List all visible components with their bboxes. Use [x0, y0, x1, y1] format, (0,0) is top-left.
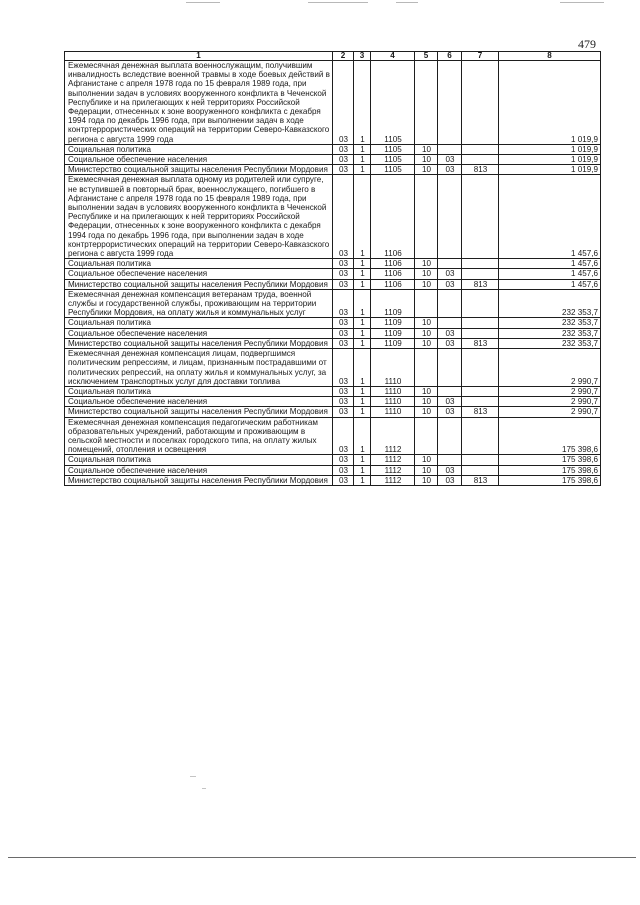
table-row: [65, 318, 601, 328]
row-code-3: 1: [354, 455, 371, 465]
table-row: [65, 386, 601, 396]
row-code-6: 03: [438, 165, 462, 175]
row-description: Ежемесячная денежная выплата военнослужащим, получившим инвалидность вследствие военной травмы в ходе боевых действий в Афганистане с апреля 1978 года по 15 февраля 1989 года, при выполнении задач в условиях вооруженного конфликта в Чеченской Республике и на прилегающих к ней территориях Российской Федерации, отнесенных к зоне вооруженного конфликта с декабря 1994 года по декабрь 1996 года, при выполнении задач в ходе контртеррористических операций на территории Северо-Кавказского региона с августа 1999 года: [65, 61, 333, 145]
row-code-7: [462, 259, 499, 269]
row-code-4: 1112: [371, 417, 415, 455]
row-amount: 232 353,7: [499, 338, 601, 348]
table-row: [65, 289, 601, 318]
row-code-2: 03: [333, 318, 354, 328]
row-code-4: 1105: [371, 165, 415, 175]
row-code-4: 1109: [371, 328, 415, 338]
row-code-6: [438, 349, 462, 387]
row-amount: 1 019,9: [499, 165, 601, 175]
scan-artifact: [396, 2, 418, 3]
row-code-5: 10: [415, 475, 438, 485]
row-amount: 232 353,7: [499, 289, 601, 318]
row-code-4: 1105: [371, 61, 415, 145]
row-code-5: 10: [415, 407, 438, 417]
row-amount: 2 990,7: [499, 386, 601, 396]
row-code-6: [438, 144, 462, 154]
row-amount: 1 457,6: [499, 279, 601, 289]
row-code-2: 03: [333, 61, 354, 145]
row-code-3: 1: [354, 318, 371, 328]
row-description: Министерство социальной защиты населения Республики Мордовия: [65, 338, 333, 348]
row-description: Социальное обеспечение населения: [65, 465, 333, 475]
row-code-6: 03: [438, 475, 462, 485]
row-code-4: 1110: [371, 407, 415, 417]
row-code-4: 1110: [371, 386, 415, 396]
row-description: Ежемесячная денежная выплата одному из родителей или супруге, не вступившей в повторный брак, военнослужащего, погибшего в Афганистане с апреля 1978 года по 15 февраля 1989 года, при выполнении задач в условиях вооруженного конфликта в Чеченской Республике и на прилегающих к ней территориях Российской Федерации, отнесенных к зоне вооруженного конфликта с декабря 1994 года по декабрь 1996 года, при выполнении задач в ходе контртеррористических операций на территории Северо-Кавказского региона с августа 1999 года: [65, 175, 333, 259]
row-code-2: 03: [333, 289, 354, 318]
row-code-5: 10: [415, 455, 438, 465]
row-amount: 232 353,7: [499, 318, 601, 328]
row-code-3: 1: [354, 269, 371, 279]
row-code-5: 10: [415, 269, 438, 279]
row-description: Социальное обеспечение населения: [65, 328, 333, 338]
row-code-6: [438, 318, 462, 328]
row-code-2: 03: [333, 269, 354, 279]
row-code-7: [462, 318, 499, 328]
page-bottom-rule: [8, 857, 636, 858]
row-code-6: 03: [438, 269, 462, 279]
table-row: [65, 397, 601, 407]
table-row: [65, 328, 601, 338]
row-code-5: 10: [415, 328, 438, 338]
row-code-6: [438, 455, 462, 465]
row-code-4: 1106: [371, 175, 415, 259]
row-description: Ежемесячная денежная компенсация педагогическим работникам образовательных учреждений, работающим и проживающим в сельской местности и поселках городского типа, на оплату жилых помещений, отопления и освещения: [65, 417, 333, 455]
row-code-7: [462, 144, 499, 154]
row-code-7: [462, 417, 499, 455]
row-code-5: 10: [415, 165, 438, 175]
row-code-6: 03: [438, 155, 462, 165]
row-description: Министерство социальной защиты населения Республики Мордовия: [65, 407, 333, 417]
row-code-5: 10: [415, 259, 438, 269]
row-code-7: 813: [462, 338, 499, 348]
row-code-5: 10: [415, 279, 438, 289]
scan-artifact: [560, 2, 604, 3]
row-amount: 2 990,7: [499, 407, 601, 417]
column-header: 4: [371, 52, 415, 61]
row-code-7: 813: [462, 165, 499, 175]
scan-artifact: [190, 776, 196, 777]
row-code-7: 813: [462, 279, 499, 289]
row-amount: 175 398,6: [499, 417, 601, 455]
row-code-5: 10: [415, 318, 438, 328]
row-amount: 1 019,9: [499, 155, 601, 165]
row-code-2: 03: [333, 259, 354, 269]
row-code-7: [462, 155, 499, 165]
table-row: [65, 455, 601, 465]
row-code-2: 03: [333, 279, 354, 289]
table-row: [65, 465, 601, 475]
row-code-5: 10: [415, 144, 438, 154]
row-code-2: 03: [333, 328, 354, 338]
row-code-6: 03: [438, 407, 462, 417]
row-code-3: 1: [354, 328, 371, 338]
row-code-4: 1105: [371, 144, 415, 154]
row-code-3: 1: [354, 155, 371, 165]
row-description: Ежемесячная денежная компенсация лицам, подвергшимся политическим репрессиям, и лицам, признанным пострадавшими от политических репрессий, на оплату жилья и коммунальных услуг, за исключением транспортных услуг для доставки топлива: [65, 349, 333, 387]
table-row: [65, 61, 601, 145]
row-code-2: 03: [333, 465, 354, 475]
row-code-6: [438, 61, 462, 145]
row-code-3: 1: [354, 61, 371, 145]
row-code-4: 1110: [371, 349, 415, 387]
row-amount: 1 019,9: [499, 144, 601, 154]
row-code-5: [415, 349, 438, 387]
row-code-6: 03: [438, 397, 462, 407]
row-code-3: 1: [354, 397, 371, 407]
row-code-5: 10: [415, 397, 438, 407]
row-code-6: [438, 289, 462, 318]
row-description: Социальная политика: [65, 318, 333, 328]
row-code-7: [462, 289, 499, 318]
column-header: 8: [499, 52, 601, 61]
row-code-7: [462, 397, 499, 407]
row-code-6: [438, 386, 462, 396]
row-code-7: [462, 269, 499, 279]
column-header: 6: [438, 52, 462, 61]
column-header: 7: [462, 52, 499, 61]
table-row: [65, 144, 601, 154]
row-code-4: 1106: [371, 279, 415, 289]
table-row: [65, 269, 601, 279]
row-description: Министерство социальной защиты населения Республики Мордовия: [65, 165, 333, 175]
row-amount: 232 353,7: [499, 328, 601, 338]
row-code-3: 1: [354, 165, 371, 175]
row-code-3: 1: [354, 279, 371, 289]
row-code-5: [415, 289, 438, 318]
table-row: [65, 475, 601, 485]
row-code-4: 1110: [371, 397, 415, 407]
row-code-7: [462, 386, 499, 396]
row-code-4: 1105: [371, 155, 415, 165]
row-code-7: [462, 328, 499, 338]
row-code-2: 03: [333, 386, 354, 396]
budget-table: [64, 51, 601, 486]
row-code-2: 03: [333, 175, 354, 259]
row-amount: 1 457,6: [499, 175, 601, 259]
row-code-7: 813: [462, 475, 499, 485]
row-amount: 2 990,7: [499, 397, 601, 407]
row-description: Социальная политика: [65, 144, 333, 154]
row-description: Социальная политика: [65, 455, 333, 465]
row-code-7: 813: [462, 407, 499, 417]
row-amount: 175 398,6: [499, 455, 601, 465]
row-code-7: [462, 455, 499, 465]
row-amount: 175 398,6: [499, 475, 601, 485]
row-code-3: 1: [354, 417, 371, 455]
column-header: 2: [333, 52, 354, 61]
row-code-4: 1109: [371, 318, 415, 328]
table-row: [65, 175, 601, 259]
row-code-2: 03: [333, 338, 354, 348]
row-code-7: [462, 349, 499, 387]
row-code-2: 03: [333, 455, 354, 465]
row-code-2: 03: [333, 165, 354, 175]
row-code-5: 10: [415, 386, 438, 396]
scan-artifact: [308, 2, 368, 3]
table-header-row: [65, 52, 601, 61]
row-code-2: 03: [333, 155, 354, 165]
row-description: Министерство социальной защиты населения Республики Мордовия: [65, 279, 333, 289]
table-row: [65, 349, 601, 387]
row-code-2: 03: [333, 349, 354, 387]
row-code-2: 03: [333, 144, 354, 154]
table-row: [65, 155, 601, 165]
row-code-7: [462, 465, 499, 475]
table-row: [65, 407, 601, 417]
row-code-5: 10: [415, 465, 438, 475]
row-code-3: 1: [354, 289, 371, 318]
row-description: Министерство социальной защиты населения Республики Мордовия: [65, 475, 333, 485]
row-amount: 1 019,9: [499, 61, 601, 145]
row-code-4: 1109: [371, 338, 415, 348]
column-header: 5: [415, 52, 438, 61]
row-code-6: 03: [438, 328, 462, 338]
column-header: 3: [354, 52, 371, 61]
row-code-3: 1: [354, 386, 371, 396]
row-code-6: [438, 175, 462, 259]
row-code-7: [462, 175, 499, 259]
row-code-5: [415, 175, 438, 259]
row-code-2: 03: [333, 417, 354, 455]
row-code-4: 1112: [371, 475, 415, 485]
row-description: Социальная политика: [65, 386, 333, 396]
table-row: [65, 338, 601, 348]
row-code-6: [438, 417, 462, 455]
scan-artifact: [186, 2, 220, 3]
row-description: Социальное обеспечение населения: [65, 269, 333, 279]
row-code-3: 1: [354, 338, 371, 348]
row-amount: 175 398,6: [499, 465, 601, 475]
row-code-3: 1: [354, 349, 371, 387]
row-code-4: 1112: [371, 465, 415, 475]
row-description: Социальное обеспечение населения: [65, 155, 333, 165]
row-code-3: 1: [354, 144, 371, 154]
row-code-2: 03: [333, 397, 354, 407]
row-amount: 1 457,6: [499, 259, 601, 269]
row-code-5: 10: [415, 338, 438, 348]
row-code-2: 03: [333, 407, 354, 417]
row-code-5: [415, 61, 438, 145]
table-row: [65, 259, 601, 269]
row-code-5: [415, 417, 438, 455]
row-description: Социальная политика: [65, 259, 333, 269]
row-code-3: 1: [354, 175, 371, 259]
column-header: 1: [65, 52, 333, 61]
row-code-3: 1: [354, 259, 371, 269]
table-body: [65, 61, 601, 486]
row-code-2: 03: [333, 475, 354, 485]
table-row: [65, 279, 601, 289]
table-row: [65, 165, 601, 175]
row-code-6: [438, 259, 462, 269]
row-code-4: 1112: [371, 455, 415, 465]
table-row: [65, 417, 601, 455]
row-amount: 2 990,7: [499, 349, 601, 387]
row-code-6: 03: [438, 338, 462, 348]
row-code-3: 1: [354, 465, 371, 475]
scan-artifact: [202, 788, 206, 789]
page-number: 479: [578, 37, 596, 51]
row-code-4: 1106: [371, 259, 415, 269]
row-amount: 1 457,6: [499, 269, 601, 279]
row-description: Социальное обеспечение населения: [65, 397, 333, 407]
row-code-3: 1: [354, 407, 371, 417]
row-code-7: [462, 61, 499, 145]
row-code-4: 1109: [371, 289, 415, 318]
row-description: Ежемесячная денежная компенсация ветеранам труда, военной службы и государственной службы, проживающим на территории Республики Мордовия, на оплату жилья и коммунальных услуг: [65, 289, 333, 318]
row-code-5: 10: [415, 155, 438, 165]
row-code-6: 03: [438, 279, 462, 289]
row-code-4: 1106: [371, 269, 415, 279]
row-code-3: 1: [354, 475, 371, 485]
row-code-6: 03: [438, 465, 462, 475]
